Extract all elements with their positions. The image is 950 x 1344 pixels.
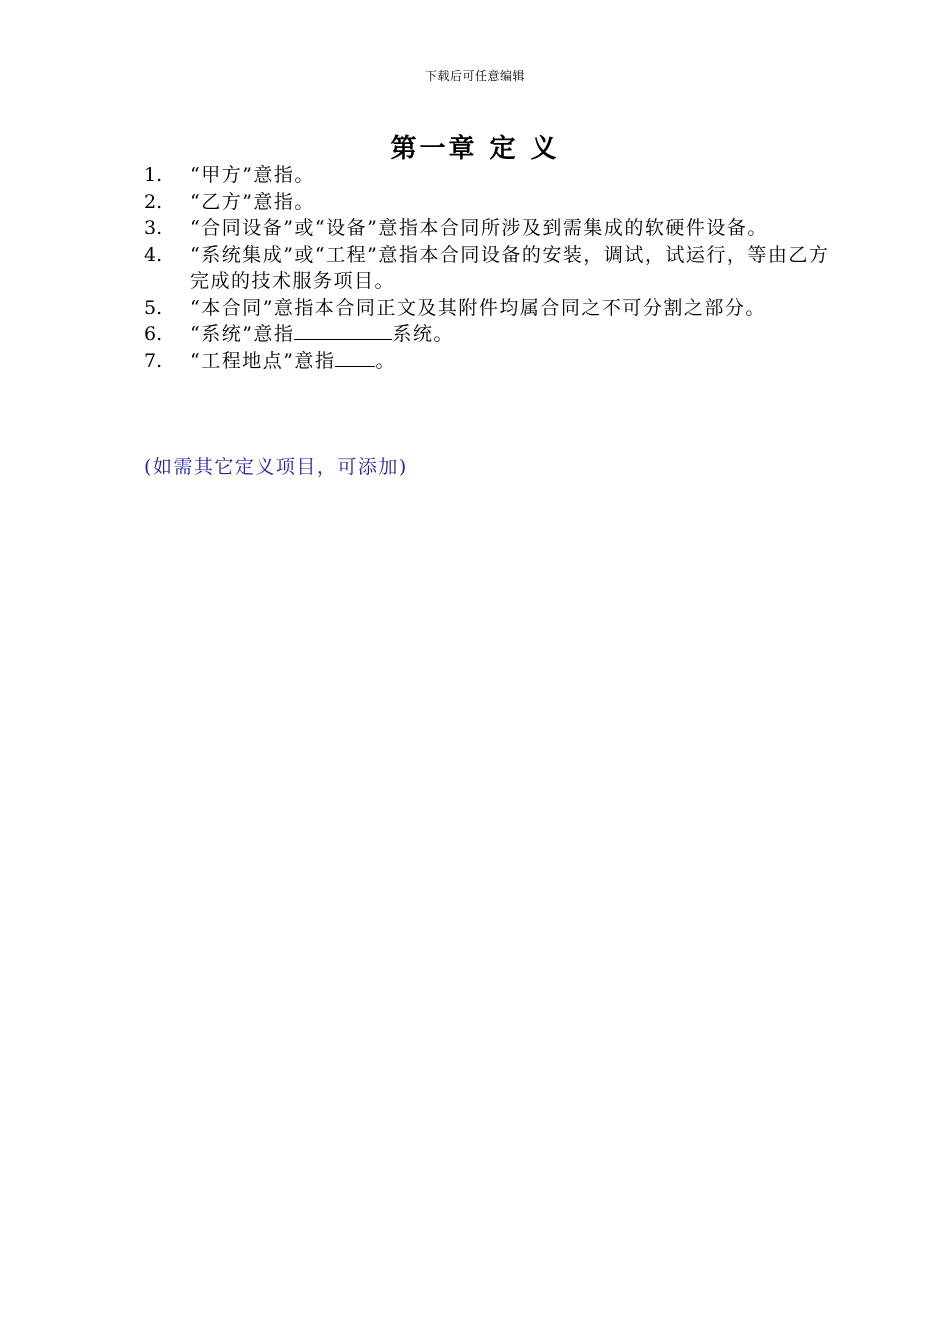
definition-item-4 [144, 242, 834, 295]
definitions-list [144, 162, 834, 374]
definition-number: 2. [144, 190, 163, 213]
definition-item-6 [144, 321, 834, 348]
fill-in-blank[interactable] [294, 321, 392, 340]
header-note: 下载后可任意编辑 [424, 69, 525, 83]
chapter-title: 第一章 定 义 [390, 134, 560, 164]
definition-number: 7. [144, 349, 163, 372]
definition-number: 1. [144, 164, 163, 186]
additional-definitions-note: (如需其它定义项目，可添加) [144, 456, 408, 478]
definition-text: “甲方”意指。 [190, 164, 315, 186]
definition-item-1 [144, 162, 834, 189]
definition-text: “本合同”意指本合同正文及其附件均属合同之不可分割之部分。 [190, 296, 766, 319]
definition-item-5 [144, 295, 834, 322]
definition-number: 6. [144, 323, 163, 345]
definition-item-7 [144, 348, 834, 375]
definition-text-after: 。 [375, 349, 396, 372]
definition-text: “合同设备”或“设备”意指本合同所涉及到需集成的软硬件设备。 [190, 217, 768, 239]
definition-text: “系统集成”或“工程”意指本合同设备的安装，调试，试运行，等由乙方完成的技术服务项目。 [190, 243, 830, 292]
definition-text-before: “系统”意指 [190, 323, 295, 345]
definition-number: 4. [144, 243, 163, 266]
definition-text-before: “工程地点”意指 [190, 349, 336, 372]
definition-item-3 [144, 215, 834, 242]
definition-number: 5. [144, 296, 163, 319]
definition-text: “乙方”意指。 [190, 190, 315, 213]
definition-item-2 [144, 189, 834, 216]
definition-text-after: 系统。 [392, 323, 454, 345]
fill-in-blank[interactable] [335, 348, 375, 367]
definition-number: 3. [144, 217, 163, 239]
